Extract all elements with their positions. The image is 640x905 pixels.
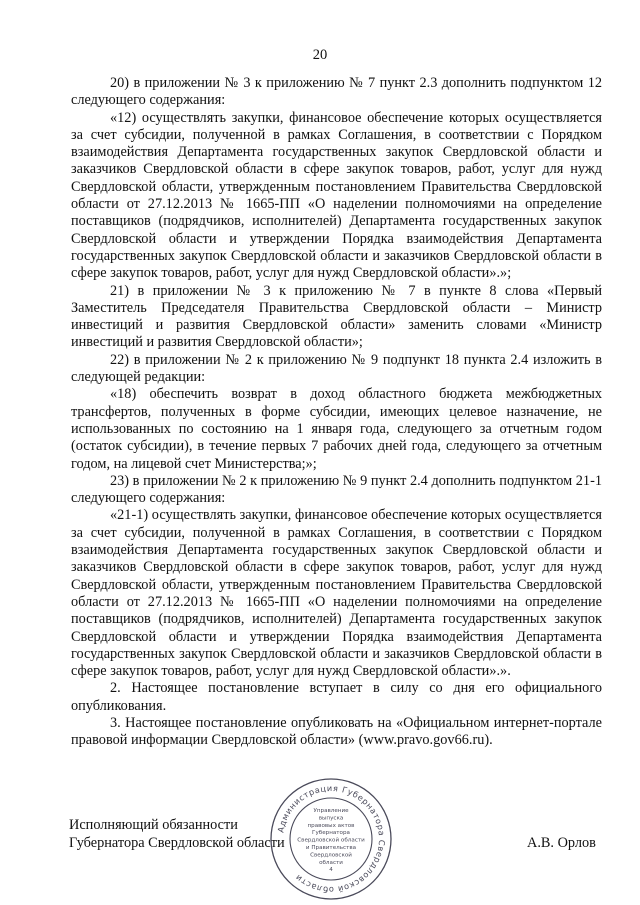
paragraph-item-20: 20) в приложении № 3 к приложению № 7 пункт 2.3 дополнить подпунктом 12 следующего содержания:	[71, 75, 602, 109]
signatory-name: А.В. Орлов	[527, 835, 596, 851]
signatory-title-line-2: Губернатора Свердловской области	[69, 835, 285, 851]
stamp-inner-text	[297, 808, 365, 873]
paragraph-subitem-18: «18) обеспечить возврат в доход областного бюджета межбюджетных трансфертов, полученных в форме субсидии, имеющих целевое назначение, не использованных по состоянию на 1 января года, следующего за отчетным годом (остаток субсидии), в течение первых 7 рабочих дней года, следующего за отчетным годом, на лицевой счет Министерства;»;	[71, 386, 602, 472]
stamp-inner-line: Свердловской	[310, 852, 352, 859]
paragraph-item-21: 21) в приложении № 3 к приложению № 7 в пункте 8 слова «Первый Заместитель Председателя Правительства Свердловской области – Министр инвестиций и развития Свердловской области» заменить словами «Министр инвестиций и развития Свердловской области»;	[71, 282, 602, 351]
paragraph-effective-date: 2. Настоящее постановление вступает в силу со дня его официального опубликования.	[71, 680, 602, 714]
signatory-title-line-1: Исполняющий обязанности	[69, 817, 238, 833]
paragraph-subitem-12: «12) осуществлять закупки, финансовое обеспечение которых осуществляется за счет субсидии, полученной в рамках Соглашения, в соответствии с Порядком взаимодействия Департамента государственных закупок Свердловской области и заказчиков Свердловской области в сфере закупок товаров, работ, услуг для нужд Свердловской области, утвержденным постановлением Правительства Свердловской области от 27.12.2013 № 1665-ПП «О наделении полномочиями на определение поставщиков (подрядчиков, исполнителей) Департамента государственных закупок Свердловской области и утверждении Порядка взаимодействия Департамента государственных закупок Свердловской области и заказчиков Свердловской области в сфере закупок товаров, работ, услуг для нужд Свердловской области».»;	[71, 109, 602, 282]
stamp-inner-line: области	[319, 859, 343, 866]
page-number: 20	[312, 47, 328, 63]
stamp-inner-line: Губернатора	[312, 830, 350, 837]
paragraph-subitem-21-1: «21-1) осуществлять закупки, финансовое обеспечение которых осуществляется за счет субсидии, полученной в рамках Соглашения, в соответствии с Порядком взаимодействия Департамента государственных закупок Свердловской области и заказчиков Свердловской области в сфере закупок товаров, работ, услуг для нужд Свердловской области, утвержденным постановлением Правительства Свердловской области от 27.12.2013 № 1665-ПП «О наделении полномочиями на определение поставщиков (подрядчиков, исполнителей) Департамента государственных закупок Свердловской области и утверждении Порядка взаимодействия Департамента государственных закупок Свердловской области и заказчиков Свердловской области в сфере закупок товаров, работ, услуг для нужд Свердловской области».».	[71, 507, 602, 680]
stamp-seal-graphic	[268, 776, 394, 902]
paragraph-item-22: 22) в приложении № 2 к приложению № 9 подпункт 18 пункта 2.4 изложить в следующей редакции:	[71, 351, 602, 386]
document-body	[71, 75, 602, 750]
official-stamp-seal	[268, 776, 394, 902]
stamp-inner-line: и Правительства	[305, 845, 357, 851]
stamp-inner-line: Свердловской области	[297, 837, 365, 844]
stamp-inner-line: Управление	[313, 808, 349, 814]
stamp-ring-text: Администрация Губернатора Свердловской области	[275, 782, 388, 896]
stamp-inner-line: 4	[329, 867, 333, 874]
stamp-inner-line: выпуска	[318, 815, 344, 822]
stamp-inner-line: правовых актов	[307, 822, 355, 829]
paragraph-publication: 3. Настоящее постановление опубликовать на «Официальном интернет-портале правовой информации Свердловской области» (www.pravo.gov66.ru).	[71, 714, 602, 749]
paragraph-item-23: 23) в приложении № 2 к приложению № 9 пункт 2.4 дополнить подпунктом 21-1 следующего содержания:	[71, 472, 602, 507]
